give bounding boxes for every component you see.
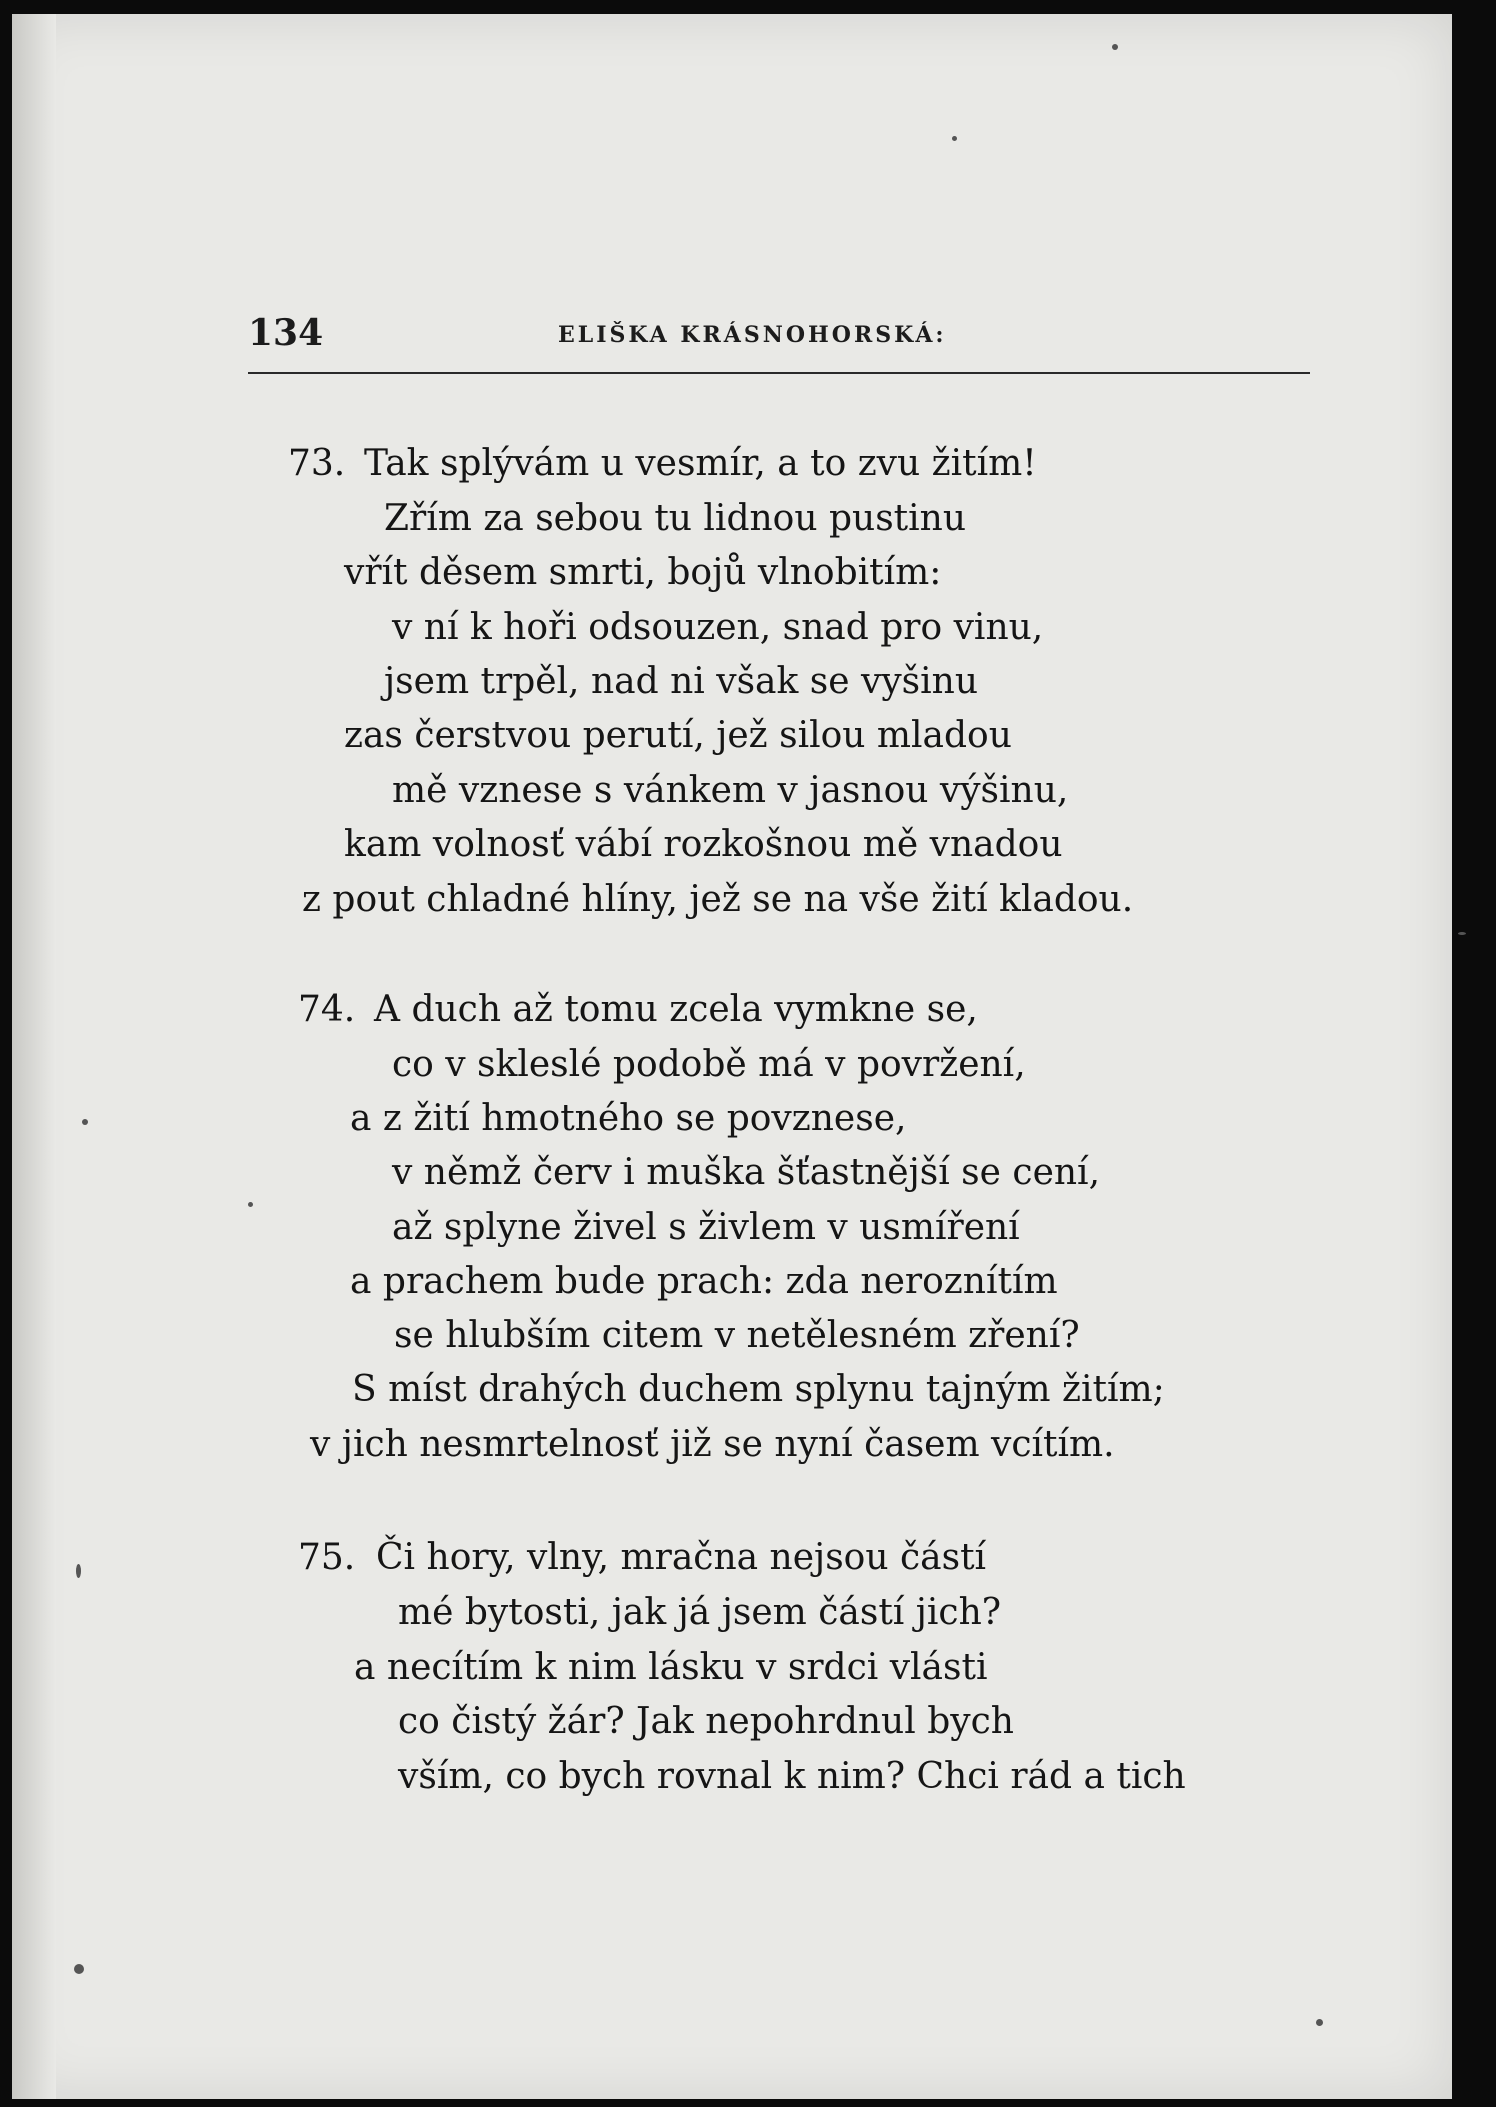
running-title: ELIŠKA KRÁSNOHORSKÁ: — [558, 322, 947, 348]
verse-line: v ní k hoři odsouzen, snad pro vinu, — [392, 607, 1044, 648]
verse-line: vším, co bych rovnal k nim? Chci rád a tich — [398, 1756, 1186, 1797]
verse-line: co čistý žár? Jak nepohrdnul bych — [398, 1701, 1014, 1742]
scan-speck — [82, 1119, 88, 1125]
verse-line: mé bytosti, jak já jsem částí jich? — [398, 1592, 1002, 1633]
scan-speck — [74, 1964, 84, 1974]
verse-line: a prachem bude prach: zda neroznítím — [350, 1261, 1058, 1302]
verse-line: kam volnosť vábí rozkošnou mě vnadou — [344, 824, 1063, 865]
verse-line: z pout chladné hlíny, jež se na vše žití kladou. — [302, 879, 1134, 920]
verse-line: zas čerstvou perutí, jež silou mladou — [344, 715, 1012, 756]
scan-speck — [1112, 44, 1118, 50]
verse-line: vřít děsem smrti, bojů vlnobitím: — [344, 552, 942, 593]
verse-line: až splyne živel s živlem v usmíření — [392, 1207, 1020, 1248]
stanza-number: 74. — [298, 989, 356, 1030]
verse-line: a necítím k nim lásku v srdci vlásti — [354, 1647, 988, 1688]
stanza-number: 73. — [288, 443, 346, 484]
page-header — [248, 312, 1310, 352]
verse-line: Tak splývám u vesmír, a to zvu žitím! — [364, 443, 1037, 484]
verse-line: v jich nesmrtelnosť již se nyní časem vcítím. — [310, 1424, 1115, 1465]
page-gutter-shadow — [12, 14, 56, 2099]
scan-speck — [1458, 932, 1466, 935]
verse-line: Či hory, vlny, mračna nejsou částí — [376, 1537, 987, 1578]
verse-line: co v skleslé podobě má v povržení, — [392, 1044, 1026, 1085]
verse-line: A duch až tomu zcela vymkne se, — [374, 989, 978, 1030]
verse-line: S míst drahých duchem splynu tajným žitím; — [352, 1369, 1165, 1410]
scan-speck — [952, 136, 957, 141]
verse-line: mě vznese s vánkem v jasnou výšinu, — [392, 770, 1069, 811]
page-number: 134 — [248, 312, 324, 354]
verse-line: v němž červ i muška šťastnější se cení, — [392, 1152, 1101, 1193]
scan-speck — [248, 1202, 253, 1207]
book-page — [12, 14, 1452, 2099]
scan-speck — [1316, 2019, 1323, 2026]
header-rule — [248, 372, 1310, 374]
scan-speck — [76, 1564, 81, 1578]
verse-line: jsem trpěl, nad ni však se vyšinu — [384, 661, 979, 702]
stanza-number: 75. — [298, 1537, 356, 1578]
verse-line: Zřím za sebou tu lidnou pustinu — [384, 498, 967, 539]
verse-line: a z žití hmotného se povznese, — [350, 1098, 907, 1139]
verse-line: se hlubším citem v netělesném zření? — [394, 1315, 1080, 1356]
